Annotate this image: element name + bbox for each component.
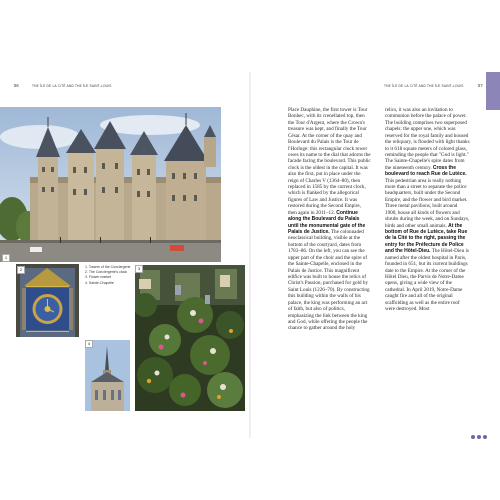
caption-2: 2. The Conciergerie's clock (85, 270, 128, 275)
clock-illustration (16, 264, 79, 337)
chapter-tab (486, 72, 500, 110)
column-2-text-1: relics, it was also an invitation to communion before the palace of power. The building comprises two superposed chapels: the upper one, which was reserved for the royal family and housed the reliquary, is flooded with light thanks to it 618 square meters of colored glass, reminding the people that "God is light." The Sainte-Chapelle's spire dates from the nineteenth century. (385, 107, 470, 171)
column-1-heading-1: Continue along the Boulevard du Palais until the monumental gate of the Palais de Justice. (288, 209, 366, 236)
photo-number-4: 4 (85, 340, 93, 348)
caption-4: 4. Sainte-Chapelle (85, 280, 114, 285)
right-page-number: 57 (478, 83, 483, 88)
caption-1: 1. Towers of the Conciergerie (85, 265, 131, 269)
photo-number-1: 1 (2, 254, 10, 262)
photo-captions (85, 265, 135, 286)
column-2-text-3: The Hôtel-Dieu is named after the oldest hospital in Paris, founded in 651, but its current buildings date to the Empire. At the corner of the Hôtel Dieu, the Parvis de Notre-Dame opens, giving a wide view of the cathedral. In April 2019, Notre-Dame caught fire and all of the original scaffolding as well as the entire roof were destroyed. Most (385, 248, 469, 313)
sainte-chapelle-photo (85, 340, 130, 411)
dot (483, 435, 487, 439)
flower-market-illustration (135, 265, 245, 411)
column-1-text-1: Place Dauphine, the first tower is Tour Bonbec, with its crenellated top, then the Tour d'Argent, where the Crown's treasure was kept, and finally the Tour César. At the corner of the quay and Boulevard du Palais is the Tour de l'Horloge: this rectangular clock tower owes its name to the dial that adorns the facade facing the boulevard. This public clock is the oldest in the capital. It was also the first, put in place under the reign of Charles V (1364–80), then replaced in 1585 by the current clock, which is flanked by the allegorical figures of Law and Justice. It was restored during the Second Empire, then again in 2011–12. (288, 107, 371, 216)
dot (471, 435, 475, 439)
conciergerie-clock-photo (16, 264, 79, 337)
column-1-text-2: The colonnaded neoclassical building, visible at the bottom of the courtyard, dates from 1783–86. On the left, you can see the upper part of the choir and the spire of the Sainte-Chapelle, enclosed in the Palais de Justice. This magnificent edifice was built to house the relics of Christ's Passion, purchased for gold by Saint Louis (1226–70). By constructing this building within the walls of his palace, the king was performing an act of faith, but also of politics, emphasizing the link between the king and God, while offering the people the chance to gather around the holy (288, 229, 370, 332)
page-gutter (249, 72, 251, 438)
text-column-1 (288, 107, 371, 332)
left-running-head: THE ÎLE DE LA CITÉ AND THE ÎLE SAINT-LOUIS (32, 84, 112, 88)
chapelle-illustration (85, 340, 130, 411)
caption-3: 3. Flower market (85, 275, 112, 280)
left-page-number: 56 (14, 83, 19, 88)
column-2-heading-2: At the bottom of Rue de Lutèce, take Rue de la Cité to the right, passing the entry for the Préfecture de Police and the Hôtel-Dieu. (385, 222, 468, 255)
conciergerie-illustration (0, 107, 221, 262)
text-column-2 (385, 107, 470, 313)
continuation-dots (471, 435, 487, 439)
column-2-heading-1: Cross the boulevard to reach Rue de Lutèce. (385, 164, 467, 178)
photo-number-2: 2 (17, 266, 25, 274)
photo-number-3: 3 (135, 265, 143, 273)
column-2-text-2: This pedestrian area is really nothing more than a street to separate the police headquarters, built under the Second Empire, and the flower and bird market. Three metal pavilions, built around 1900, house all kinds of flowers and shrubs during the week, and on Sundays, birds and other small animals. (385, 177, 470, 229)
column-1-paragraph (288, 107, 371, 332)
conciergerie-towers-photo (0, 107, 221, 262)
dot (477, 435, 481, 439)
flower-market-photo (135, 265, 245, 411)
right-running-head: THE ÎLE DE LA CITÉ AND THE ÎLE SAINT-LOUIS (384, 84, 464, 88)
column-2-paragraph (385, 107, 470, 313)
